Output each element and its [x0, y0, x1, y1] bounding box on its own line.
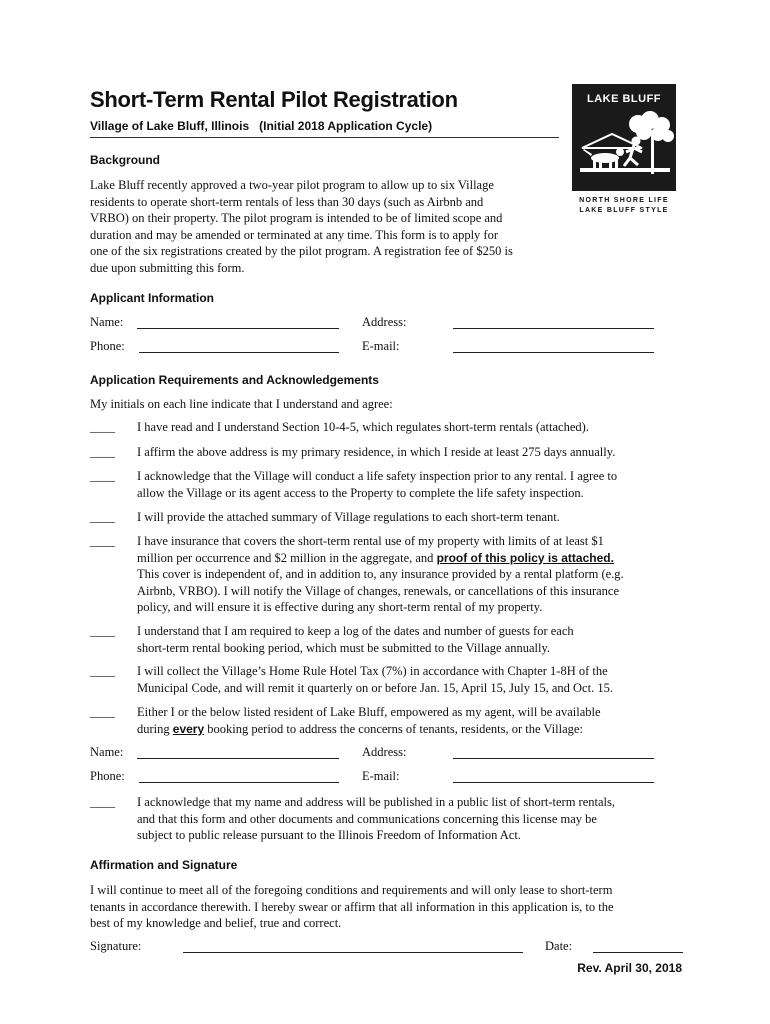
requirement-text: I acknowledge that the Village will conduct a life safety inspection prior to any rental. I agree to: [137, 469, 618, 483]
lake-bluff-logo: [572, 84, 676, 216]
requirement-text: This cover is independent of, and in addition to, any insurance provided by a rental platform (e.g.: [137, 567, 624, 582]
initials-blank[interactable]: ____: [90, 420, 115, 434]
agent-address-label: Address:: [362, 745, 407, 759]
insurance-proof-emphasis: proof of this policy is attached.: [436, 550, 614, 565]
initials-blank[interactable]: ____: [90, 664, 115, 678]
requirement-text: I have read and I understand Section 10-4-5, which regulates short-term rentals (attached).: [137, 420, 589, 434]
background-paragraph: [90, 177, 513, 277]
background-line: duration and may be amended or terminated at any time. This form is to apply for: [90, 227, 498, 242]
agent-address-field[interactable]: [453, 758, 654, 759]
requirement-text-part: during: [137, 721, 173, 736]
agent-name-field[interactable]: [137, 758, 339, 759]
requirement-text: subject to public release pursuant to the Illinois Freedom of Information Act.: [137, 828, 521, 843]
requirement-text: I have insurance that covers the short-term rental use of my property with limits of at least $1: [137, 534, 604, 548]
requirement-text: policy, and will ensure it is effective during any short-term rental of my property.: [137, 600, 543, 615]
background-line: residents to operate short-term rentals of less than 30 days (such as Airbnb and: [90, 194, 484, 209]
requirement-item: [90, 468, 690, 501]
affirmation-line: tenants in accordance therewith. I hereby swear or affirm that all information in this application is, to the: [90, 899, 614, 914]
requirement-item: [90, 794, 690, 844]
subtitle-cycle: (Initial 2018 Application Cycle): [259, 119, 433, 133]
requirement-text: Either I or the below listed resident of Lake Bluff, empowered as my agent, will be available: [137, 705, 601, 719]
requirement-text: [137, 721, 690, 738]
requirement-item: [90, 509, 690, 526]
page-title: Short-Term Rental Pilot Registration: [90, 87, 458, 112]
affirmation-line: best of my knowledge and belief, true and correct.: [90, 916, 342, 931]
date-label: Date:: [545, 939, 573, 953]
requirement-text: allow the Village or its agent access to the Property to complete the life safety inspection.: [137, 485, 584, 500]
initials-blank[interactable]: ____: [90, 469, 115, 483]
requirement-text: I understand that I am required to keep a log of the dates and number of guests for each: [137, 624, 574, 638]
applicant-email-label: E-mail:: [362, 339, 400, 353]
applicant-address-label: Address:: [362, 315, 407, 329]
initials-blank[interactable]: ____: [90, 534, 115, 548]
requirement-text: I acknowledge that my name and address will be published in a public list of short-term rentals,: [137, 795, 616, 809]
requirement-item: [90, 419, 690, 436]
logo-name: LAKE BLUFF: [586, 93, 662, 105]
requirement-text: Municipal Code, and will remit it quarterly on or before Jan. 15, April 15, July 15, and Oct. 15.: [137, 680, 613, 695]
title-divider: [90, 137, 559, 138]
subtitle-village: Village of Lake Bluff, Illinois: [90, 119, 250, 133]
initials-blank[interactable]: ____: [90, 624, 115, 638]
applicant-name-label: Name:: [90, 315, 124, 329]
requirement-item: [90, 623, 690, 656]
every-emphasis: every: [172, 721, 205, 736]
logo-tagline: [572, 196, 676, 216]
affirmation-line: I will continue to meet all of the foregoing conditions and requirements and will only lease to short-term: [90, 883, 613, 897]
requirement-text: and that this form and other documents and communications concerning this license may be: [137, 811, 597, 826]
requirements-intro: My initials on each line indicate that I understand and agree:: [90, 397, 393, 411]
logo-tagline-2: LAKE BLUFF STYLE: [579, 207, 669, 214]
applicant-heading: Applicant Information: [90, 291, 214, 305]
agent-email-field[interactable]: [453, 782, 654, 783]
affirmation-heading: Affirmation and Signature: [90, 858, 238, 872]
logo-tagline-1: NORTH SHORE LIFE: [579, 197, 669, 204]
requirement-text: I will provide the attached summary of Village regulations to each short-term tenant.: [137, 510, 560, 524]
applicant-phone-field[interactable]: [139, 352, 339, 353]
requirement-item: [90, 444, 690, 461]
requirement-text: short-term rental booking period, which must be submitted to the Village annually.: [137, 640, 551, 655]
requirement-text-part: million per occurrence and $2 million in the aggregate, and: [137, 550, 437, 565]
background-line: one of the six registrations created by the pilot program. A registration fee of $250 is: [90, 244, 513, 259]
agent-phone-field[interactable]: [139, 782, 339, 783]
requirement-item: [90, 533, 690, 616]
requirement-text: I affirm the above address is my primary residence, in which I reside at least 275 days annually.: [137, 445, 616, 459]
date-field[interactable]: [593, 952, 683, 953]
affirmation-paragraph: [90, 882, 614, 932]
requirement-text-part: booking period to address the concerns of tenants, residents, or the Village:: [204, 721, 583, 736]
applicant-address-field[interactable]: [453, 328, 654, 329]
applicant-name-field[interactable]: [137, 328, 339, 329]
background-line: due upon submitting this form.: [90, 260, 245, 275]
requirement-item: [90, 663, 690, 696]
requirement-text: [137, 550, 690, 567]
background-line: VRBO) on their property. The pilot program is intended to be of limited scope and: [90, 211, 503, 226]
logo-badge: [572, 84, 676, 191]
background-line: Lake Bluff recently approved a two-year pilot program to allow up to six Village: [90, 178, 494, 192]
initials-blank[interactable]: ____: [90, 795, 115, 809]
page-subtitle: [90, 119, 432, 133]
applicant-email-field[interactable]: [453, 352, 654, 353]
background-heading: Background: [90, 153, 161, 167]
requirement-text: Airbnb, VRBO). I will notify the Village of changes, renewals, or cancellations of this insurance: [137, 583, 620, 598]
agent-email-label: E-mail:: [362, 769, 400, 783]
requirements-heading: Application Requirements and Acknowledgements: [90, 373, 379, 387]
dog-and-child-icon: [572, 108, 676, 191]
initials-blank[interactable]: ____: [90, 510, 115, 524]
revision-date: Rev. April 30, 2018: [577, 961, 682, 975]
requirement-text: I will collect the Village’s Home Rule Hotel Tax (7%) in accordance with Chapter 1-8H of the: [137, 664, 608, 678]
requirement-item: [90, 704, 690, 737]
signature-label: Signature:: [90, 939, 142, 953]
signature-field[interactable]: [183, 952, 523, 953]
initials-blank[interactable]: ____: [90, 445, 115, 459]
agent-phone-label: Phone:: [90, 769, 125, 783]
initials-blank[interactable]: ____: [90, 705, 115, 719]
applicant-phone-label: Phone:: [90, 339, 125, 353]
agent-name-label: Name:: [90, 745, 124, 759]
